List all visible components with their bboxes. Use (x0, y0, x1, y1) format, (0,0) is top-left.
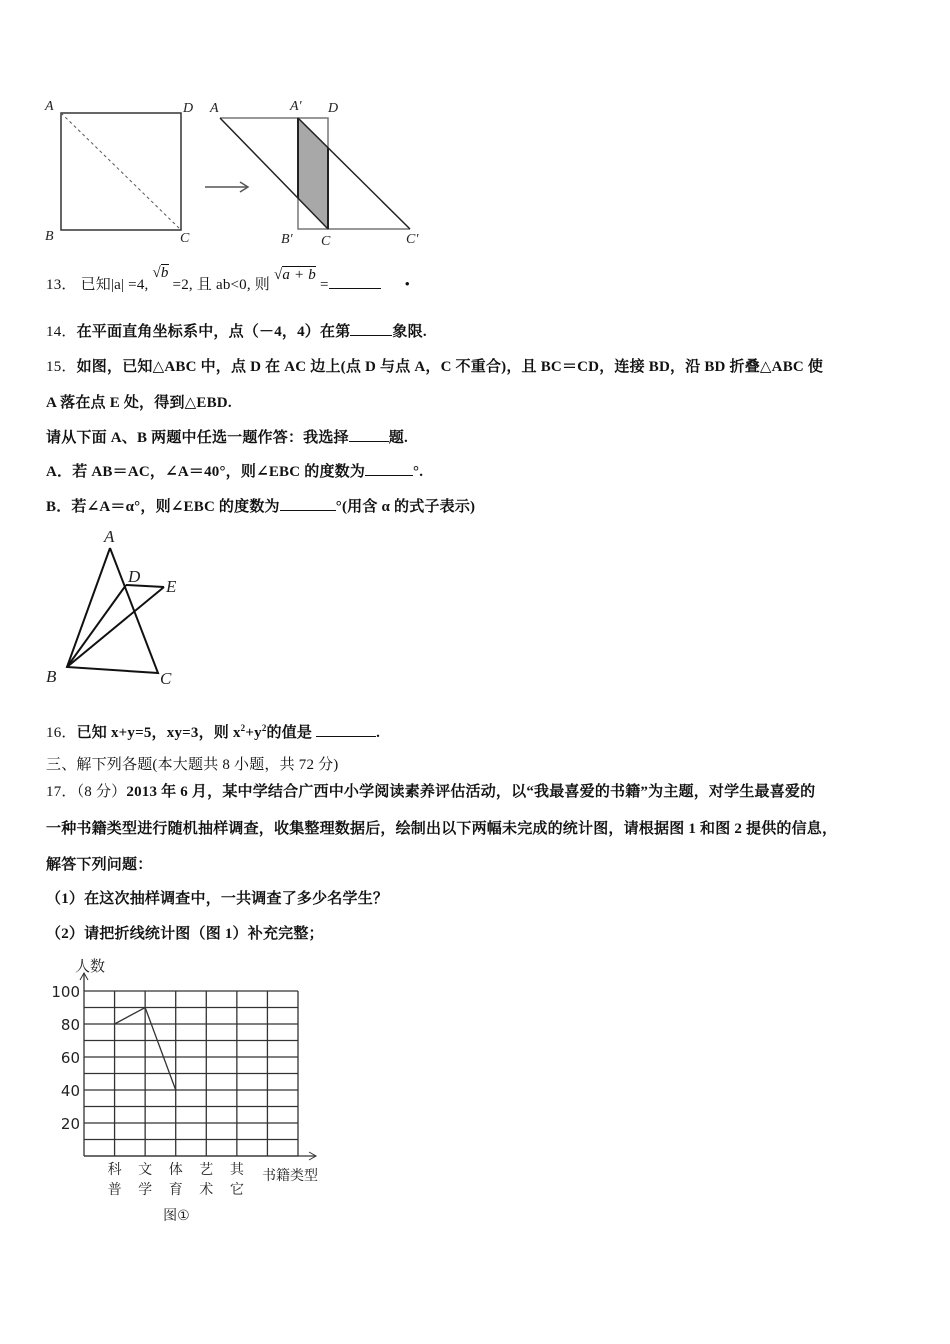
label-b: B (45, 229, 54, 244)
q16-tail: 的值是 (266, 725, 313, 741)
q16-text: 已知 x+y=5，xy=3，则 x (76, 725, 241, 741)
question-number: 15． (46, 359, 77, 375)
tri-label-d: D (128, 567, 141, 586)
shaded-overlap (298, 118, 328, 229)
q17-line3: 解答下列问题： (46, 857, 153, 873)
label-d2: D (328, 101, 339, 116)
question-number: 16． (46, 725, 77, 741)
answer-blank[interactable] (350, 323, 392, 336)
label-c2: C (321, 234, 331, 249)
x-tick-label: 学 (138, 1182, 153, 1198)
label-a-prime: A′ (290, 99, 302, 114)
answer-blank[interactable] (316, 724, 376, 737)
y-tick-label: 80 (60, 1016, 80, 1034)
q15-line1: 如图，已知△ABC 中，点 D 在 AC 边上(点 D 与点 A，C 不重合)，且 BC＝CD，连接 BD，沿 BD 折叠△ABC 使 (76, 359, 824, 375)
answer-blank[interactable] (329, 276, 381, 289)
x-tick-label: 育 (168, 1182, 183, 1198)
q14-tail: 象限. (392, 324, 427, 340)
q16-end: . (376, 725, 381, 741)
option-a-text: A．若 AB＝AC，∠A＝40°，则∠EBC 的度数为 (46, 464, 366, 480)
q15-line3: 请从下面 A、B 两题中任选一题作答：我选择 (46, 430, 349, 446)
x-tick-label: 其 (229, 1162, 244, 1178)
y-tick-label: 100 (51, 983, 80, 1001)
superscript: 2 (240, 723, 246, 733)
triangle-fold-figure (67, 548, 164, 673)
q17-sub1: （1）在这次抽样调查中，一共调查了多少名学生？ (46, 891, 389, 907)
section-heading: 三、解下列各题(本大题共 8 小题，共 72 分) (46, 757, 339, 773)
question-17 (46, 780, 815, 801)
radicand-ab: a + b (282, 267, 316, 283)
radicand-b: b (160, 265, 169, 281)
equals: = (319, 277, 329, 293)
x-tick-label: 文 (138, 1162, 153, 1178)
label-c: C (180, 231, 190, 246)
superscript: 2 (261, 723, 267, 733)
q15-line2: A 落在点 E 处，得到△EBD. (46, 395, 232, 411)
label-d: D (183, 101, 194, 116)
x-tick-label: 科 (107, 1162, 122, 1178)
q15-option-a (46, 460, 423, 481)
question-number: 17． (46, 784, 77, 800)
q15-line3-tail: 题. (388, 430, 408, 446)
tri-label-b: B (46, 667, 57, 686)
tri-label-e: E (166, 577, 177, 596)
label-a: A (45, 99, 54, 114)
y-tick-label: 40 (60, 1082, 80, 1100)
q16-plus: +y (245, 725, 262, 741)
answer-blank[interactable] (280, 498, 336, 511)
label-a2: A (210, 101, 219, 116)
data-point (144, 1007, 146, 1009)
choice-blank[interactable] (349, 429, 389, 442)
q17-sub2: （2）请把折线统计图（图 1）补充完整； (46, 926, 324, 942)
question-number: 14． (46, 324, 77, 340)
y-axis-label: 人数 (75, 957, 106, 975)
x-tick-label: 术 (199, 1182, 214, 1198)
y-tick-label: 20 (60, 1115, 80, 1133)
diagonal-ac-dashed (61, 113, 181, 230)
q13-text: 已知|a| =4, (80, 277, 149, 293)
option-a-tail: °. (413, 464, 424, 480)
question-16 (46, 721, 380, 742)
option-b-text: B．若∠A＝α°，则∠EBC 的度数为 (46, 499, 280, 515)
q15-option-b (46, 495, 475, 516)
sqrt-b: √b (152, 265, 169, 281)
tri-label-a: A (104, 527, 115, 546)
question-15 (46, 355, 823, 376)
question-13 (46, 265, 411, 294)
q14-text: 在平面直角坐标系中，点（－4，4）在第 (76, 324, 351, 340)
x-tick-label: 普 (107, 1182, 122, 1198)
x-tick-label: 艺 (199, 1162, 214, 1178)
label-c-prime: C′ (406, 232, 419, 247)
score: （8 分） (76, 784, 127, 800)
question-number: 13． (46, 277, 77, 293)
x-axis-label: 书籍类型 (262, 1168, 318, 1184)
tri-label-c: C (160, 669, 172, 688)
chart-title: 图① (163, 1208, 190, 1224)
sqrt-a-plus-b: √a + b (273, 267, 316, 283)
x-tick-label: 它 (229, 1182, 244, 1198)
x-tick-label: 体 (168, 1162, 183, 1178)
answer-blank[interactable] (365, 463, 413, 476)
question-14 (46, 320, 427, 341)
label-b-prime: B′ (281, 232, 293, 247)
q17-line2: 一种书籍类型进行随机抽样调查，收集整理数据后，绘制出以下两幅未完成的统计图，请根据图 1 和图 2 提供的信息， (46, 821, 838, 837)
q15-choice-line (46, 426, 408, 447)
y-tick-label: 60 (60, 1049, 80, 1067)
arrow-right-icon (205, 182, 248, 192)
q13-text-b: =2, 且 ab<0, 则 (172, 277, 270, 293)
q17-line1: 2013 年 6 月，某中学结合广西中小学阅读素养评估活动，以“我最喜爱的书籍”为主题，对学生最喜爱的 (126, 784, 816, 800)
data-point (114, 1023, 116, 1025)
dot: • (404, 277, 411, 293)
option-b-tail: °(用含 α 的式子表示) (335, 499, 476, 515)
line-chart (51, 957, 318, 1224)
data-point (175, 1089, 177, 1091)
